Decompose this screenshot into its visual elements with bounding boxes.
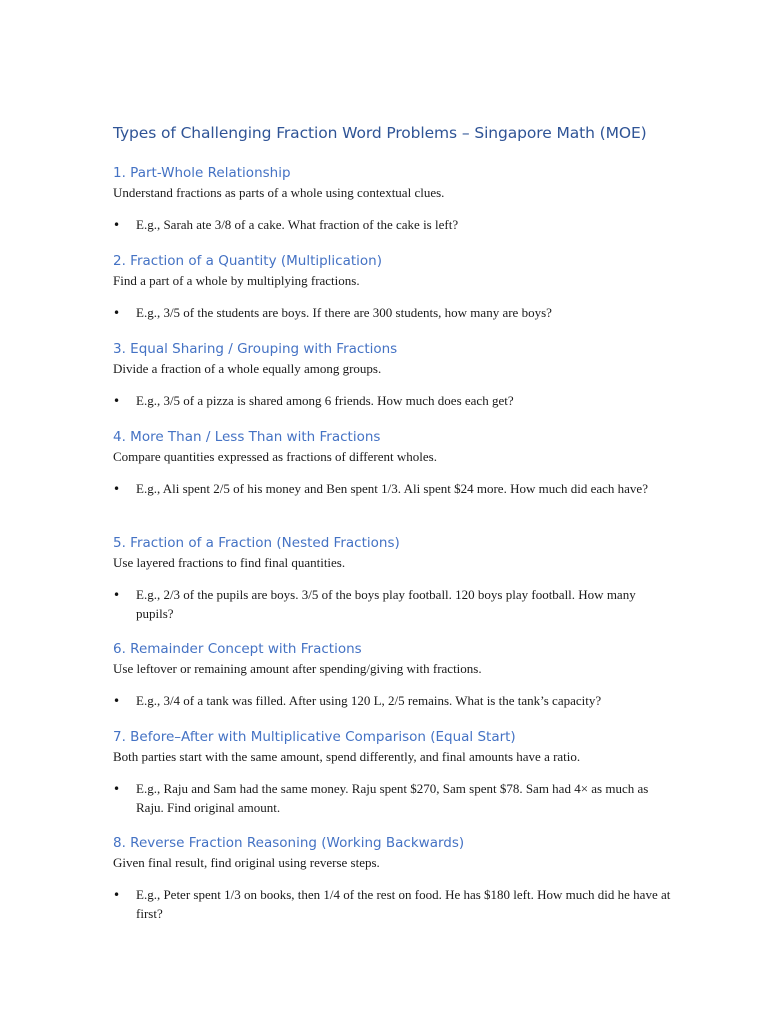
example-text: E.g., 3/5 of a pizza is shared among 6 friends. How much does each get? — [136, 393, 514, 408]
example-text: E.g., 3/5 of the students are boys. If there are 300 students, how many are boys? — [136, 305, 552, 320]
section-remainder-concept — [113, 638, 673, 711]
section-heading: 5. Fraction of a Fraction (Nested Fractions) — [113, 535, 400, 551]
section-heading: 3. Equal Sharing / Grouping with Fractions — [113, 341, 398, 357]
section-description: Compare quantities expressed as fractions of different wholes. — [113, 449, 437, 464]
section-description: Both parties start with the same amount, spend differently, and final amounts have a ratio. — [113, 749, 581, 764]
bullet-icon: • — [113, 482, 121, 496]
example-list-item — [113, 392, 673, 411]
bullet-icon: • — [113, 306, 121, 320]
example-list-item — [113, 780, 673, 817]
section-more-less-than — [113, 426, 673, 499]
section-heading: 2. Fraction of a Quantity (Multiplication) — [113, 253, 383, 269]
section-before-after — [113, 726, 673, 817]
page-title: Types of Challenging Fraction Word Problems – Singapore Math (MOE) — [113, 124, 647, 142]
section-description: Given final result, find original using reverse steps. — [113, 855, 380, 870]
section-heading: 1. Part-Whole Relationship — [113, 165, 291, 181]
bullet-icon: • — [113, 888, 121, 902]
example-list-item — [113, 886, 673, 923]
section-fraction-of-quantity — [113, 250, 673, 323]
section-reverse-reasoning — [113, 832, 673, 923]
section-part-whole — [113, 162, 673, 235]
example-text: E.g., Sarah ate 3/8 of a cake. What fraction of the cake is left? — [136, 217, 459, 232]
section-description: Use leftover or remaining amount after spending/giving with fractions. — [113, 661, 482, 676]
example-list-item — [113, 216, 673, 235]
section-description: Understand fractions as parts of a whole using contextual clues. — [113, 185, 445, 200]
example-text: E.g., 2/3 of the pupils are boys. 3/5 of the boys play football. 120 boys play football. How many pupils? — [136, 587, 636, 621]
section-description: Find a part of a whole by multiplying fractions. — [113, 273, 360, 288]
section-description: Divide a fraction of a whole equally among groups. — [113, 361, 382, 376]
section-heading: 6. Remainder Concept with Fractions — [113, 641, 362, 657]
bullet-icon: • — [113, 394, 121, 408]
example-list-item — [113, 304, 673, 323]
example-list-item — [113, 480, 673, 499]
bullet-icon: • — [113, 588, 121, 602]
example-text: E.g., Ali spent 2/5 of his money and Ben spent 1/3. Ali spent $24 more. How much did each have? — [136, 481, 648, 496]
example-list-item — [113, 586, 673, 623]
section-heading: 4. More Than / Less Than with Fractions — [113, 429, 381, 445]
section-description: Use layered fractions to find final quantities. — [113, 555, 346, 570]
section-heading: 7. Before–After with Multiplicative Comparison (Equal Start) — [113, 729, 516, 745]
bullet-icon: • — [113, 218, 121, 232]
example-text: E.g., Peter spent 1/3 on books, then 1/4 of the rest on food. He has $180 left. How much did he have at first? — [136, 887, 671, 921]
section-equal-sharing — [113, 338, 673, 411]
example-text: E.g., 3/4 of a tank was filled. After using 120 L, 2/5 remains. What is the tank’s capacity? — [136, 693, 602, 708]
bullet-icon: • — [113, 782, 121, 796]
bullet-icon: • — [113, 694, 121, 708]
section-nested-fractions — [113, 532, 673, 623]
example-list-item — [113, 692, 673, 711]
example-text: E.g., Raju and Sam had the same money. Raju spent $270, Sam spent $78. Sam had 4× as much as Raju. Find original amount. — [136, 781, 649, 815]
section-heading: 8. Reverse Fraction Reasoning (Working Backwards) — [113, 835, 465, 851]
